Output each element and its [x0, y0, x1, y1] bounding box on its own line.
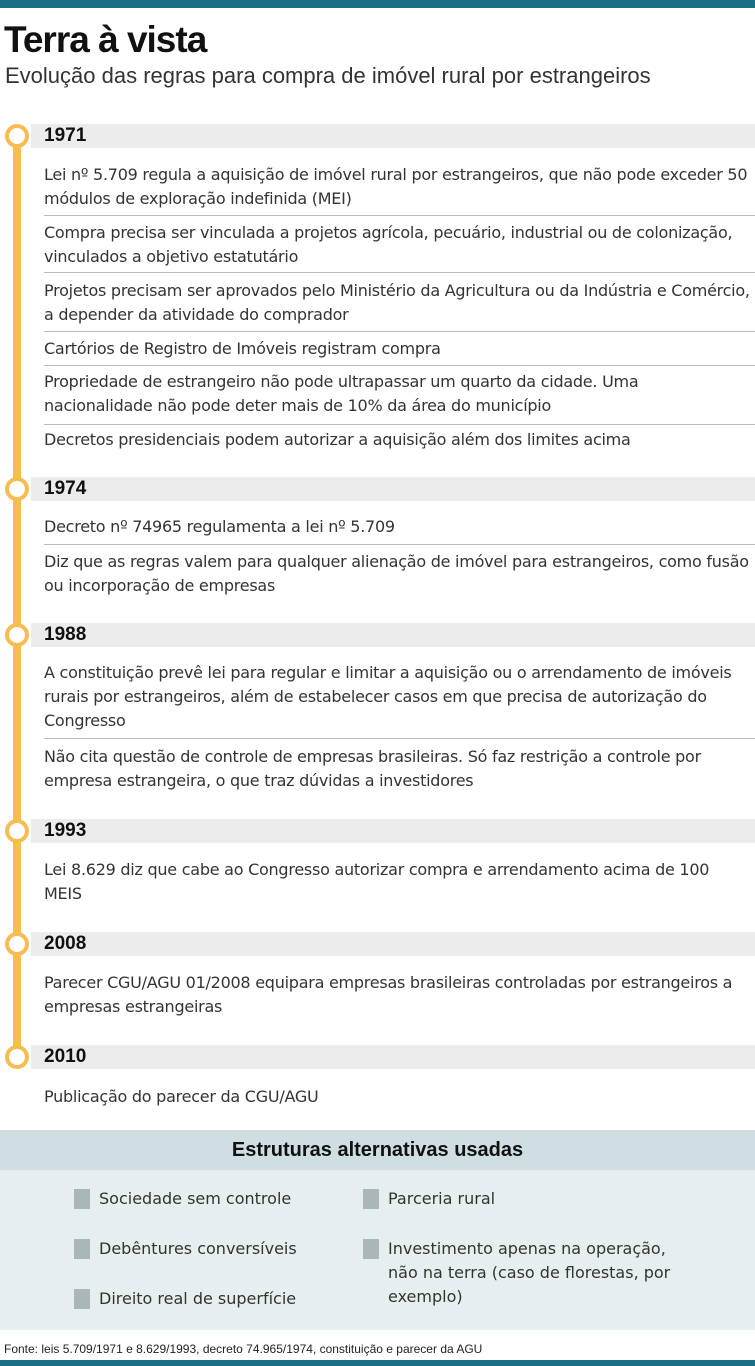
item-divider [44, 331, 755, 332]
alternative-item: Debêntures conversíveis [99, 1239, 297, 1258]
timeline-dot [5, 1045, 29, 1069]
year-label: 2010 [44, 1046, 87, 1067]
item-divider [44, 424, 755, 425]
alternatives-heading: Estruturas alternativas usadas [0, 1130, 755, 1170]
timeline-item: A constituição prevê lei para regular e limitar a aquisição ou o arrendamento de imóveis rurais por estrangeiros, além de estabelecer casos em que precisa de autorização do Congresso [44, 663, 732, 730]
year-label: 1988 [44, 624, 87, 645]
page-title: Terra à vista [4, 19, 207, 60]
alternative-item: Parceria rural [388, 1189, 496, 1208]
bullet-square-icon [74, 1289, 90, 1309]
timeline-item: Decreto nº 74965 regulamenta a lei nº 5.709 [44, 517, 395, 536]
timeline-dot [5, 819, 29, 843]
year-band [31, 1045, 755, 1069]
timeline-line [13, 136, 21, 1056]
timeline-dot [5, 477, 29, 501]
bottom-accent-bar [0, 1360, 755, 1366]
timeline-dot [5, 623, 29, 647]
timeline-item: Propriedade de estrangeiro não pode ultrapassar um quarto da cidade. Uma nacionalidade não pode deter mais de 10% da área do município [44, 372, 639, 415]
item-divider [44, 365, 755, 366]
year-band [31, 124, 755, 148]
bullet-square-icon [74, 1189, 90, 1209]
bullet-square-icon [363, 1189, 379, 1209]
alternative-item: Sociedade sem controle [99, 1189, 292, 1208]
timeline-dot [5, 932, 29, 956]
item-divider [44, 272, 755, 273]
item-divider [44, 215, 755, 216]
year-band [31, 477, 755, 501]
alternatives-panel [0, 1130, 755, 1330]
alternative-item: Investimento apenas na operação, não na terra (caso de florestas, por exemplo) [388, 1239, 671, 1306]
timeline-item: Publicação do parecer da CGU/AGU [44, 1087, 319, 1106]
year-label: 1971 [44, 125, 87, 146]
timeline-item: Lei 8.629 diz que cabe ao Congresso autorizar compra e arrendamento acima de 100 MEIS [44, 860, 710, 903]
year-band [31, 623, 755, 647]
year-band [31, 819, 755, 843]
timeline-item: Parecer CGU/AGU 01/2008 equipara empresas brasileiras controladas por estrangeiros a empresas estrangeiras [44, 973, 733, 1016]
page-subtitle: Evolução das regras para compra de imóvel rural por estrangeiros [5, 63, 651, 88]
bullet-square-icon [363, 1239, 379, 1259]
timeline-dot [5, 124, 29, 148]
year-label: 1993 [44, 820, 87, 841]
year-label: 1974 [44, 478, 87, 499]
item-divider [44, 738, 755, 739]
timeline-item: Cartórios de Registro de Imóveis registram compra [44, 339, 441, 358]
timeline-item: Diz que as regras valem para qualquer alienação de imóvel para estrangeiros, como fusão ou incorporação de empresas [44, 552, 749, 595]
timeline-item: Lei nº 5.709 regula a aquisição de imóvel rural por estrangeiros, que não pode exceder 50 módulos de exploração indefinida (MEI) [44, 165, 748, 208]
year-band [31, 932, 755, 956]
item-divider [44, 544, 755, 545]
timeline-item: Não cita questão de controle de empresas brasileiras. Só faz restrição a controle por empresa estrangeira, o que traz dúvidas a investidores [44, 747, 701, 790]
timeline-item: Decretos presidenciais podem autorizar a aquisição além dos limites acima [44, 430, 631, 449]
alternative-item: Direito real de superfície [99, 1289, 297, 1308]
year-label: 2008 [44, 933, 87, 954]
bullet-square-icon [74, 1239, 90, 1259]
source-footer: Fonte: leis 5.709/1971 e 8.629/1993, decreto 74.965/1974, constituição e parecer da AGU [4, 1342, 483, 1356]
timeline-item: Compra precisa ser vinculada a projetos agrícola, pecuário, industrial ou de colonização, vinculados a objetivo estatutário [44, 223, 733, 266]
timeline-item: Projetos precisam ser aprovados pelo Ministério da Agricultura ou da Indústria e Comércio, a depender da atividade do comprador [44, 281, 750, 324]
